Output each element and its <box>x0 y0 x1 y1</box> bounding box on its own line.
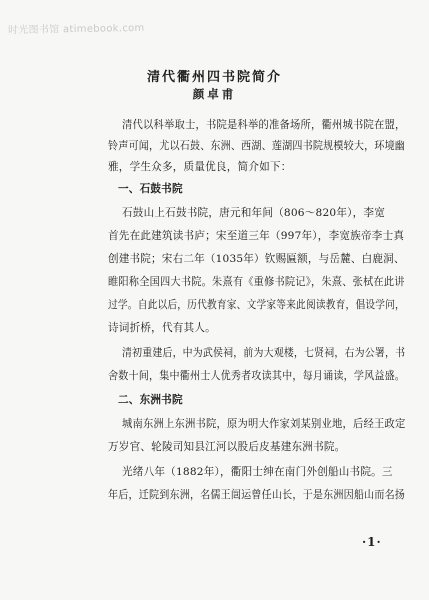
body-line: 创建书院；宋右二年（1035年）钦赐匾额，与岳麓、白鹿洞、 <box>108 253 405 265</box>
body-line: 首先在此建筑读书庐；宋至道三年（997年），李宽族帝李士真 <box>108 230 405 242</box>
article-title: 清代衢州四书院简介 <box>146 70 282 85</box>
body-line: 石鼓山上石鼓书院，唐元和年间（806～820年），李宽 <box>122 207 386 219</box>
body-line: 清代以科举取士，书院是科举的准备场所，衢州城书院在盟， <box>122 119 406 131</box>
body-line: 万岁官、轮陵司知县江河以股后皮基建东洲书院。 <box>108 441 346 453</box>
body-line: 光绪八年（1882年），衢阳士绅在南门外创船山书院。三 <box>122 466 393 478</box>
section-heading-shigu: 一、石鼓书院 <box>118 183 183 195</box>
body-line: 诗词折桥，代有其人。 <box>108 322 216 334</box>
body-line: 过学。自此以后，历代教育家、文学家等来此阅读教育，倡设学问， <box>108 299 405 311</box>
article-author: 颜卓甫 <box>192 87 237 101</box>
body-line: 年后，迁院到东洲，名儒王闿运曾任山长，于是东洲因船山而名扬 <box>108 489 406 501</box>
page-number: ·1· <box>362 535 382 549</box>
section-heading-dongzhou: 二、东洲书院 <box>118 394 183 406</box>
watermark-text: 时光图书馆 atimebook.com <box>7 22 145 37</box>
body-line: 清初重建后，中为武侯祠，前为大观楼，七贤祠，右为公署，书 <box>122 347 406 359</box>
body-line: 铃声可闻，尤以石鼓、东洲、西湖、莲湖四书院规模较大，环境幽 <box>108 140 406 152</box>
body-line: 睢阳称全国四大书院。朱熹有《重修书院记》，朱熹、张栻在此讲 <box>108 276 405 288</box>
body-line: 城南东洲上东洲书院，原为明大作家刘某别业地，后经王政定 <box>122 418 406 430</box>
body-line: 雅，学生众多，质量优良，简介如下： <box>108 161 292 173</box>
body-line: 舍数十间，集中衢州士人优秀者攻读其中，每月诵读，学风益盛。 <box>108 370 406 382</box>
